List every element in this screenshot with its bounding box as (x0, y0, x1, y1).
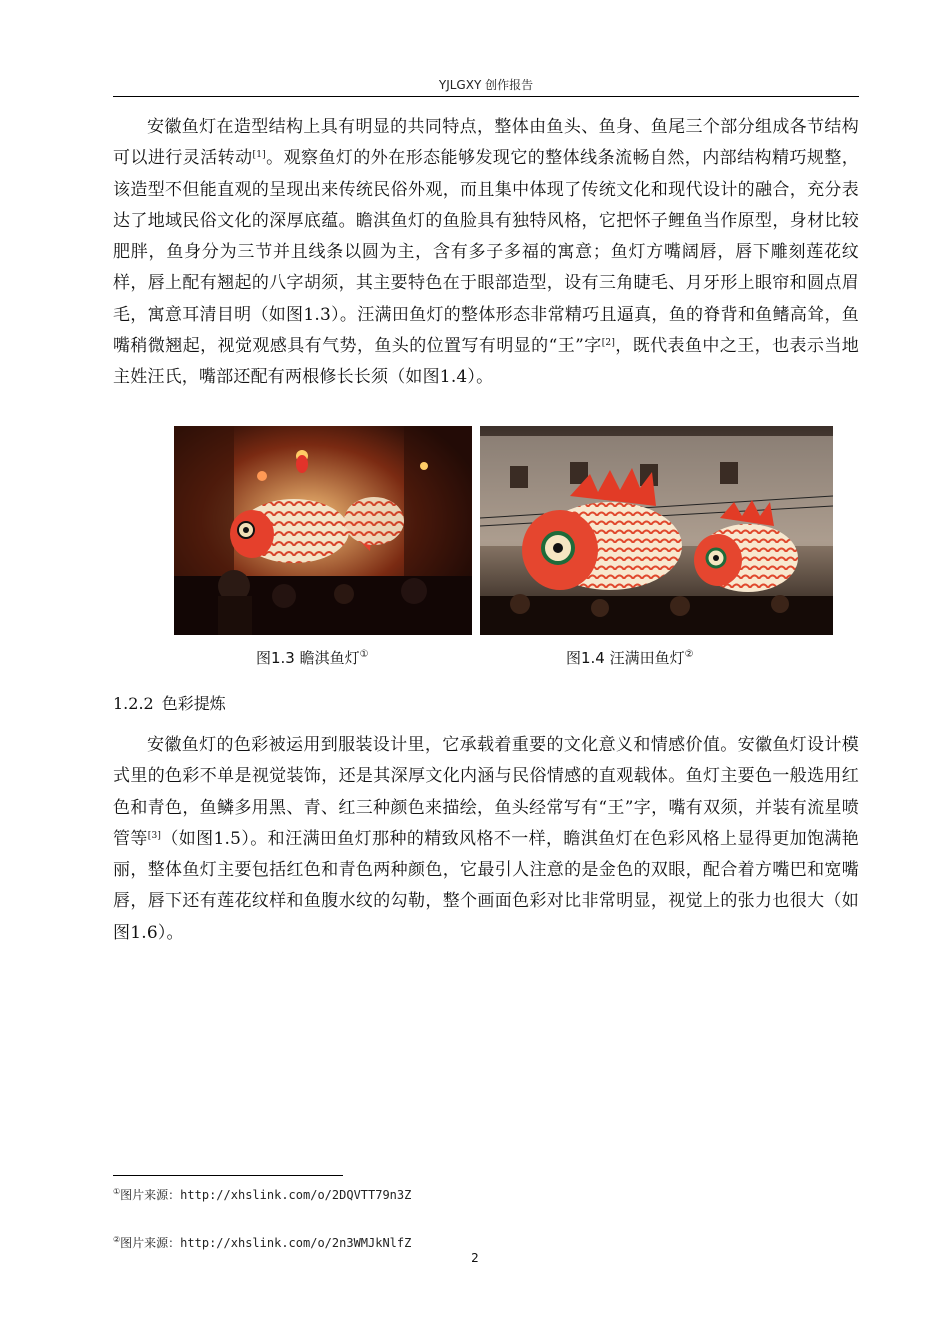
citation-3[interactable]: [3] (147, 830, 162, 841)
section-title: 色彩提炼 (161, 694, 226, 713)
footnote-2-marker: ② (113, 1235, 121, 1244)
paragraph-1-text-c: ，既代表鱼中之王，也表示当地主姓汪氏，嘴部还配有两根修长长须（如图1.4）。 (113, 336, 859, 388)
paragraph-1-text-a: 安徽鱼灯在造型结构上具有明显的共同特点，整体由鱼头、鱼身、鱼尾三个部分组成各节结构可以进行灵活转动 (113, 117, 859, 169)
body-paragraph-2 (113, 730, 859, 949)
section-number: 1.2.2 (113, 694, 154, 713)
page-number: 2 (471, 1251, 479, 1265)
section-heading (113, 691, 226, 714)
footnote-2-text[interactable]: 图片来源：http://xhslink.com/o/2n3WMJkNlfZ (120, 1236, 412, 1250)
citation-2[interactable]: [2] (601, 338, 616, 349)
footnote-1-text[interactable]: 图片来源：http://xhslink.com/o/2DQVTT79n3Z (120, 1188, 412, 1202)
body-paragraph-1 (113, 112, 859, 394)
footnote-1-marker: ① (113, 1187, 121, 1196)
figure-image-zhanqi-fish-lantern (174, 426, 472, 635)
figure-caption-1-3-text: 图1.3 瞻淇鱼灯 (256, 649, 360, 667)
figure-caption-1-3 (256, 647, 369, 668)
footnote-marker-2[interactable]: ② (684, 649, 694, 660)
running-header: YJLGXY 创作报告 (438, 78, 534, 92)
paragraph-2-text-b: （如图1.5）。和汪满田鱼灯那种的精致风格不一样，瞻淇鱼灯在色彩风格上显得更加饱满艳丽，整体鱼灯主要包括红色和青色两种颜色，它最引人注意的是金色的双眼，配合着方嘴巴和宽嘴唇，唇下还有莲花纹样和鱼腹水纹的勾勒，整个画面色彩对比非常明显，视觉上的张力也很大（如图1.6）。 (113, 828, 859, 943)
paragraph-2-text-a: 安徽鱼灯的色彩被运用到服装设计里，它承载着重要的文化意义和情感价值。安徽鱼灯设计模式里的色彩不单是视觉装饰，还是其深厚文化内涵与民俗情感的直观载体。鱼灯主要色一般选用红色和青色，鱼鳞多用黑、青、红三种颜色来描绘，鱼头经常写有“王”字，嘴有双须，并装有流星喷管等 (113, 735, 859, 849)
figure-caption-1-4-text: 图1.4 汪满田鱼灯 (566, 649, 685, 667)
citation-1[interactable]: [1] (252, 150, 266, 161)
footnote-2 (113, 1234, 411, 1251)
footnote-1 (113, 1186, 411, 1203)
paragraph-1-text-b: 。观察鱼灯的外在形态能够发现它的整体线条流畅自然，内部结构精巧规整，该造型不但能直观的呈现出来传统民俗外观，而且集中体现了传统文化和现代设计的融合，充分表达了地域民俗文化的深厚底蕴。瞻淇鱼灯的鱼脸具有独特风格，它把怀子鲤鱼当作原型，身材比较肥胖，鱼身分为三节并且线条以圆为主，含有多子多福的寓意；鱼灯方嘴阔唇，唇下雕刻莲花纹样，唇上配有翘起的八字胡须，其主要特色在于眼部造型，设有三角睫毛、月牙形上眼帘和圆点眉毛，寓意耳清目明（如图1.3）。汪满田鱼灯的整体形态非常精巧且逼真，鱼的脊背和鱼鳍高耸，鱼嘴稍微翘起，视觉观感具有气势，鱼头的位置写有明显的“王”字 (113, 148, 859, 357)
figure-image-wangmantian-fish-lantern (480, 426, 833, 635)
figure-caption-1-4 (566, 647, 694, 668)
footnote-divider (113, 1175, 343, 1176)
header-divider (113, 96, 859, 97)
footnote-marker-1[interactable]: ① (359, 649, 369, 660)
